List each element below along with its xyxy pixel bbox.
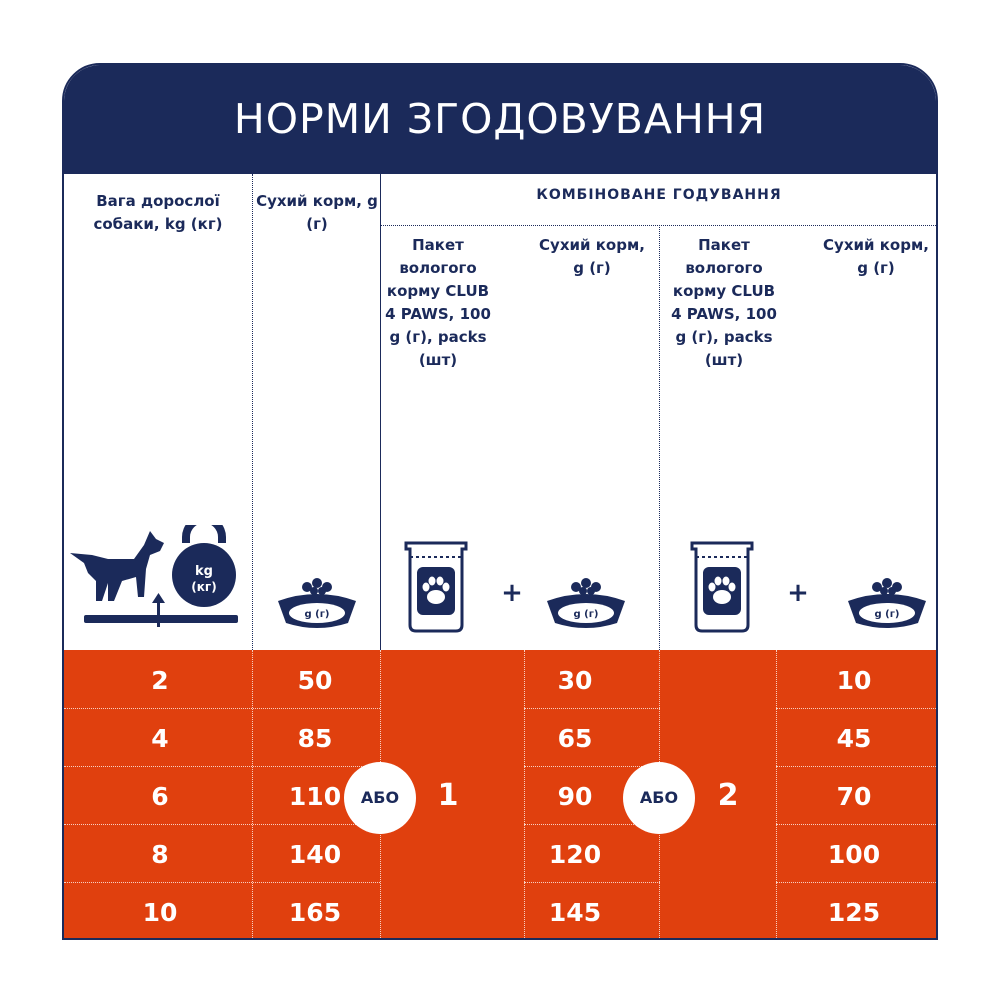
column-header-dry: Сухий корм, g (г) [256,192,378,233]
cell-weight: 8 [151,840,169,869]
cell-weight: 2 [151,666,169,695]
combined-divider [380,225,938,226]
pack-count-2: 2 [717,778,739,813]
column-header-wet-pack-1: Пакет вологого корму CLUB 4 PAWS, 100 g (г), packs (шт) [385,236,491,369]
cell-dry-1: 65 [557,724,593,753]
bowl-icon [541,573,631,635]
cell-dry-2: 100 [827,840,881,869]
cell-dry-1: 145 [548,898,602,927]
feeding-data-area [64,650,936,940]
column-header-weight: Вага дорослої собаки, kg (кг) [93,192,223,233]
column-divider [252,650,253,940]
page-title: НОРМИ ЗГОДОВУВАННЯ [64,65,936,174]
cell-dry: 85 [297,724,333,753]
pouch-paw-icon [400,539,472,635]
bowl-label: g (г) [874,609,900,620]
cell-dry-2: 70 [836,782,872,811]
pouch-paw-icon [686,539,758,635]
column-divider [659,225,660,650]
cell-dry: 165 [288,898,342,927]
kettlebell-label: kg [195,564,213,579]
cell-weight: 4 [151,724,169,753]
cell-dry: 110 [288,782,342,811]
cell-dry-1: 120 [548,840,602,869]
column-header-combined: КОМБІНОВАНЕ ГОДУВАННЯ [536,187,782,203]
cell-dry-1: 30 [557,666,593,695]
bowl-label: g (г) [304,609,330,620]
cell-weight: 10 [142,898,178,927]
plus-sign: + [787,578,809,608]
bowl-icon [272,573,362,635]
cell-dry-2: 125 [827,898,881,927]
dog-weight-icon [64,525,250,635]
cell-dry-1: 90 [557,782,593,811]
cell-dry: 50 [297,666,333,695]
column-divider [252,174,253,650]
or-separator: АБО [344,762,416,834]
or-separator: АБО [623,762,695,834]
kettlebell-label: (кг) [191,580,217,594]
cell-dry-2: 10 [836,666,872,695]
column-header-wet-pack-2: Пакет вологого корму CLUB 4 PAWS, 100 g (г), packs (шт) [671,236,777,369]
feeding-table-card [62,63,938,940]
cell-dry: 140 [288,840,342,869]
cell-dry-2: 45 [836,724,872,753]
column-header-dry-1: Сухий корм, g (г) [539,236,645,277]
plus-sign: + [501,578,523,608]
column-header-dry-2: Сухий корм, g (г) [823,236,929,277]
bowl-icon [842,573,932,635]
column-divider [776,650,777,940]
bowl-label: g (г) [573,609,599,620]
pack-count-1: 1 [437,778,459,813]
column-divider [380,174,381,650]
cell-weight: 6 [151,782,169,811]
